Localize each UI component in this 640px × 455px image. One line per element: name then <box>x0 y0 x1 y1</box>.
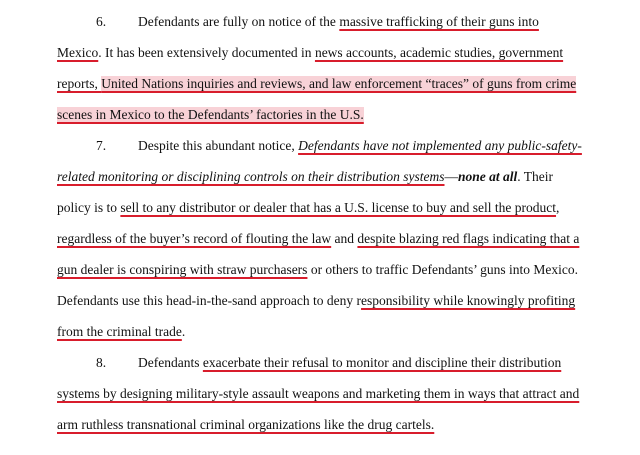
highlighted-text: massive trafficking of their guns into <box>339 14 539 29</box>
highlighted-text: Defendants have not implemented any public-safety- <box>298 138 582 153</box>
highlighted-text: scenes in Mexico to the Defendants’ factories in the U.S. <box>57 107 364 122</box>
text-span: Defendants are fully on notice of the <box>138 14 340 29</box>
text-span: Despite this abundant notice, <box>138 138 299 153</box>
highlighted-text: regardless of the buyer’s record of flouting the law <box>57 231 332 246</box>
text-span: . It has been extensively documented in <box>98 45 315 60</box>
highlighted-text: esponsibility while knowingly profiting <box>361 293 576 308</box>
highlighted-text: sell to any distributor or dealer that has a U.S. license to buy and sell the product <box>120 200 557 215</box>
paragraph-number: 6. <box>96 14 107 29</box>
paragraph-number: 8. <box>96 355 107 370</box>
emphasis-text: none at all <box>458 169 518 184</box>
text-span: Defendants <box>138 355 203 370</box>
highlighted-text: United Nations inquiries and reviews, and law enforcement “traces” of guns from crime <box>101 76 577 91</box>
highlighted-text: news accounts, academic studies, government <box>314 45 564 60</box>
text-span: . <box>181 324 186 339</box>
highlighted-text: arm ruthless transnational criminal organizations like the drug cartels. <box>57 417 435 432</box>
text-span: or others to traffic Defendants’ guns into Mexico. <box>307 262 578 277</box>
text-span: and <box>331 231 358 246</box>
text-span: policy is to <box>57 200 121 215</box>
paragraph-number: 7. <box>96 138 107 153</box>
text-span: , <box>556 200 560 215</box>
text-span: Defendants use this head-in-the-sand approach to deny r <box>57 293 362 308</box>
highlighted-text: gun dealer is conspiring with straw purchasers <box>57 262 308 277</box>
text-span: . Their <box>517 169 554 184</box>
highlighted-text: despite blazing red flags indicating that a <box>357 231 580 246</box>
highlighted-text: related monitoring or disciplining controls on their distribution systems <box>57 169 445 184</box>
text-span: — <box>444 169 458 184</box>
highlighted-text: systems by designing military-style assault weapons and marketing them in ways that attract and <box>57 386 580 401</box>
highlighted-text: reports, <box>57 76 102 91</box>
highlighted-text: from the criminal trade <box>57 324 182 339</box>
highlighted-text: Mexico <box>57 45 99 60</box>
highlighted-text: exacerbate their refusal to monitor and discipline their distribution <box>202 355 562 370</box>
